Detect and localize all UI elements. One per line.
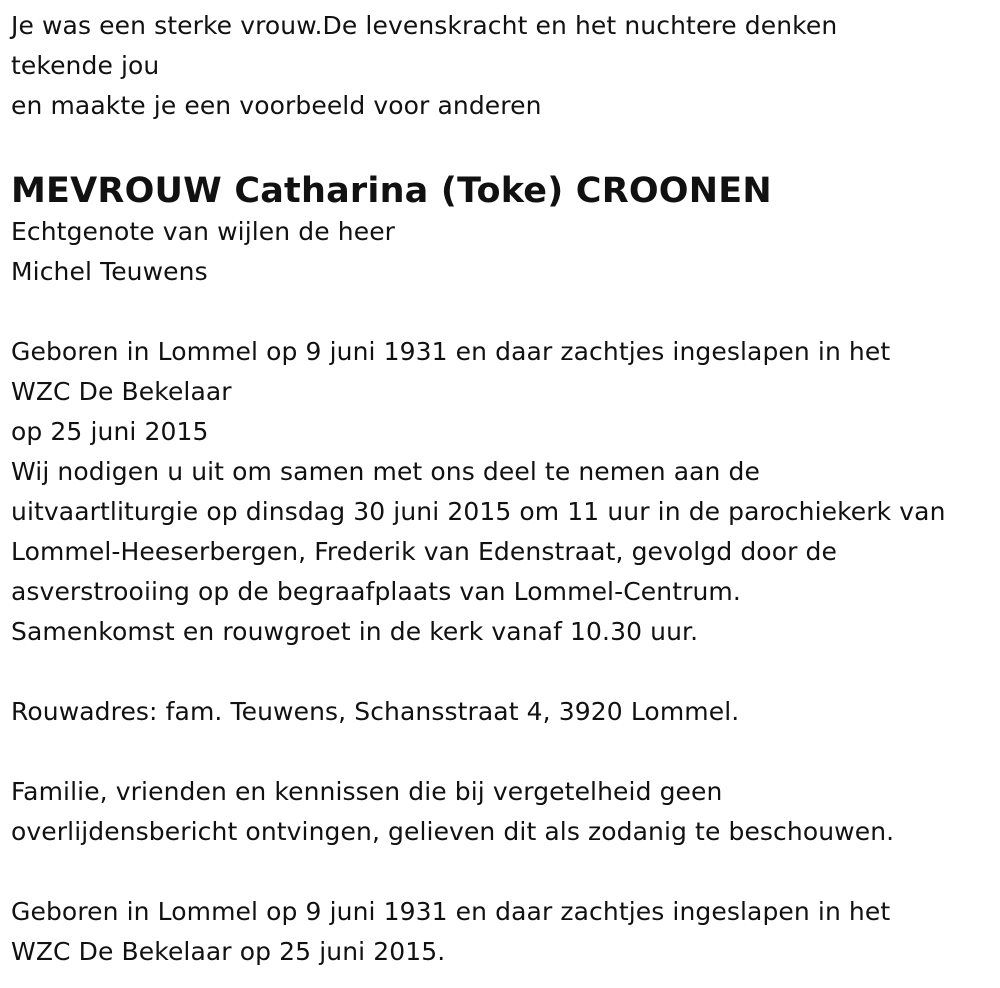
birth-death-line: WZC De Bekelaar — [11, 377, 232, 406]
notice-line: overlijdensbericht ontvingen, gelieven dit als zodanig te beschouwen. — [11, 817, 895, 846]
intro-line: tekende jou — [11, 51, 160, 80]
spacer — [11, 732, 991, 772]
funeral-line: uitvaartliturgie op dinsdag 30 juni 2015 om 11 uur in de parochiekerk van — [11, 497, 946, 526]
intro-section — [11, 6, 991, 126]
notice-line: Familie, vrienden en kennissen die bij vergetelheid geen — [11, 777, 723, 806]
birth-death-section — [11, 332, 991, 452]
closing-section — [11, 892, 991, 972]
intro-line: en maakte je een voorbeeld voor anderen — [11, 91, 542, 120]
funeral-section — [11, 452, 991, 652]
spacer — [11, 652, 991, 692]
deceased-name: MEVROUW Catharina (Toke) CROONEN — [11, 171, 772, 211]
deceased-section — [11, 170, 991, 292]
spacer — [11, 126, 991, 166]
spacer — [11, 292, 991, 332]
spacer — [11, 852, 991, 892]
intro-line: Je was een sterke vrouw.De levenskracht en het nuchtere denken — [11, 11, 838, 40]
funeral-line: Wij nodigen u uit om samen met ons deel te nemen aan de — [11, 457, 760, 486]
closing-line: Geboren in Lommel op 9 juni 1931 en daar zachtjes ingeslapen in het — [11, 897, 891, 926]
notice-section — [11, 772, 991, 852]
address-line: Rouwadres: fam. Teuwens, Schansstraat 4, 3920 Lommel. — [11, 697, 740, 726]
funeral-line: Samenkomst en rouwgroet in de kerk vanaf 10.30 uur. — [11, 617, 699, 646]
relation-line: Michel Teuwens — [11, 257, 208, 286]
closing-line: WZC De Bekelaar op 25 juni 2015. — [11, 937, 446, 966]
funeral-line: Lommel-Heeserbergen, Frederik van Edenstraat, gevolgd door de — [11, 537, 837, 566]
obituary-document — [11, 6, 991, 972]
birth-death-line: op 25 juni 2015 — [11, 417, 209, 446]
address-section — [11, 692, 991, 732]
birth-death-line: Geboren in Lommel op 9 juni 1931 en daar zachtjes ingeslapen in het — [11, 337, 891, 366]
funeral-line: asverstrooiing op de begraafplaats van Lommel-Centrum. — [11, 577, 741, 606]
relation-line: Echtgenote van wijlen de heer — [11, 217, 396, 246]
